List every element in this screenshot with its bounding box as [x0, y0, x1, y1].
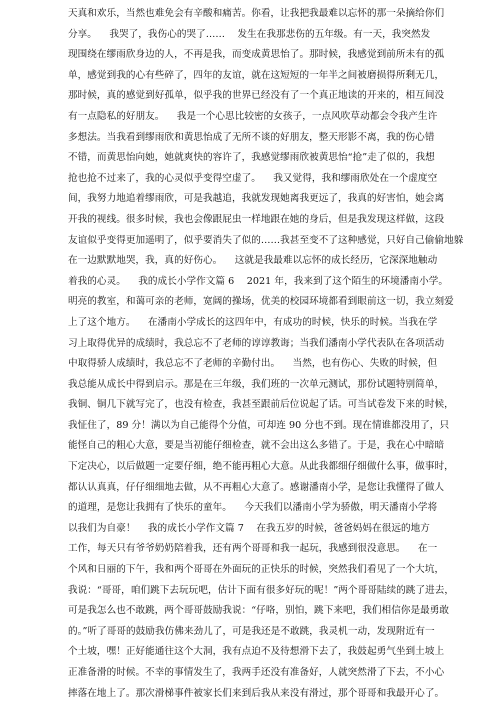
- text-line: 友谊似乎变得更加遥明了，似乎要消失了似的……我甚至变不了这种感觉，只好自己偷偷地躲: [68, 234, 464, 246]
- text-line: 正准备滑的时候。不幸的事情发生了，我两手还没有准备好，人就突然滑了下去，不小心: [68, 667, 445, 678]
- text-line: 的。”听了哥哥的鼓励我仿佛来劲儿了，可是我还是不敢跳，我灵机一动，发现附近有一: [68, 625, 435, 637]
- text-line: 习上取得优异的成绩时，我总忘不了老师的谆谆教诲；当我们潘南小学代表队在各项活动: [68, 337, 445, 349]
- text-line: 间，我努力地追着缪雨欣，可是我越追，我就发现她离我更远了，我真的好害怕，她会离: [68, 193, 445, 205]
- text-line: 着我的心灵。 我的成长小学作文篇 6 2021 年，我来到了这个陌生的环境潘南小学。: [68, 275, 449, 287]
- text-line: 我说：“哥哥，咱们跳下去玩玩吧，估计下面有很多好玩的呢！”两个哥哥陆续的跳了进去，: [68, 584, 455, 596]
- text-line: 我总能从成长中得到启示。那是在三年级，我们班的一次单元测试，那份试题特别简单，: [68, 378, 445, 390]
- text-line: 抢也抢不过来了，我的心灵似乎变得空虚了。 我又觉得，我和缪雨欣处在一个虚度空: [68, 172, 438, 184]
- text-line: 我铜、铜几下就写完了，也没有检查，我甚至跟前后位说起了话。可当试卷发下来的时候，: [68, 399, 454, 411]
- text-line: 能怪自己的粗心大意，要是当初能仔细检查，就不会出这么多错了。于是，我在心中暗暗: [68, 440, 445, 452]
- text-line: 单，感觉到我的心有些碎了，四年的友谊，就在这短短的一年半之间被磨损得所剩无几，: [68, 69, 445, 81]
- text-line: 个风和日丽的下午，我和两个哥哥在外面玩的正快乐的时候，突然我们看见了一个大坑，: [68, 564, 445, 576]
- text-line: 工作，每天只有爷爷奶奶陪着我，还有两个哥哥和我一起玩，我感到很没意思。 在一: [68, 543, 438, 555]
- text-line: 在一边默默地哭，我，真的好伤心。 这就是我最难以忘怀的成长经历，它深深地触动: [68, 255, 438, 267]
- text-line: 的道理，是您让我拥有了快乐的童年。 今天我们以潘南小学为骄傲，明天潘南小学将: [68, 502, 438, 514]
- text-line: 个土坡，嘿！正好能通往这个大洞，我有点迫不及待想滑下去了，我鼓起勇气坐到土坡上: [68, 646, 445, 658]
- text-line: 以我们为自豪！ 我的成长小学作文篇 7 在我五岁的时候，爸爸妈妈在很远的地方: [68, 522, 430, 534]
- text-line: 明亮的教室，和蔼可亲的老师，宽阔的操场，优美的校园环境都看到眼前这一切，我立刻爱: [68, 296, 454, 308]
- text-line: 多想法。当我看到缪雨欣和黄思怡成了无所不谈的好朋友，整天形影不离，我的伤心错: [68, 131, 435, 143]
- text-line: 现围绕在缪雨欣身边的人，不再是我，而变成黄思怡了。那时候，我感觉到前所未有的孤: [68, 49, 445, 61]
- text-line: 我怔住了，89 分！满以为自己能得个分值，可却连 90 分也不到。现在情谁都没用了，只: [68, 419, 450, 431]
- text-line: 分享。 我哭了，我伤心的哭了…… 发生在我那悲伤的五年级。有一天，我突然发: [68, 28, 431, 40]
- document-body: [68, 4, 470, 704]
- text-line: 下定决心，以后做题一定要仔细，绝不能再粗心大意。从此我都细仔细做什么事，做事时，: [68, 461, 454, 473]
- text-line: 有一点隐私的好朋友。 我是一个心思比较密的女孩子，一点风吹草动都会令我产生许: [68, 110, 438, 122]
- text-line: 中取得骄人成绩时，我总忘不了老师的辛勤付出。 当然，也有伤心、失败的时候，但: [68, 358, 438, 370]
- text-line: 开我的视线。很多时候，我也会像跟屁虫一样地跟在她的身后，但是我发现这样做，这段: [68, 213, 445, 225]
- text-line: 上了这个地方。 在潘南小学成长的这四年中，有成功的时候，快乐的时候。当我在学: [68, 316, 438, 328]
- text-line: 都认认真真，仔仔细细地去做，从不再粗心大意了。感谢潘南小学，是您让我懂得了做人: [68, 481, 445, 493]
- text-line: 可是我怎么也不敢跳，两个哥哥鼓励我说：“仔咯，别怕，跳下来吧，我们相信你是最勇敢: [68, 605, 450, 617]
- text-line: 不错，而黄思怡向她，她就爽快的容许了，我感觉缪雨欣被黄思怡“抢”走了似的，我想: [68, 152, 435, 164]
- text-line: 天真和欢乐，当然也难免会有辛酸和痛苦。你看，让我把我最难以忘怀的那一朵摘给你们: [68, 8, 445, 19]
- text-line: 那时候，真的感觉到好孤单，似乎我的世界已经没有了一个真正地读的开来的，相互间没: [68, 90, 445, 102]
- text-line: 摔落在地上了。那次滑梯事件被家长们来到后我从来没有滑过，那个哥哥和我最开心了。: [68, 687, 445, 699]
